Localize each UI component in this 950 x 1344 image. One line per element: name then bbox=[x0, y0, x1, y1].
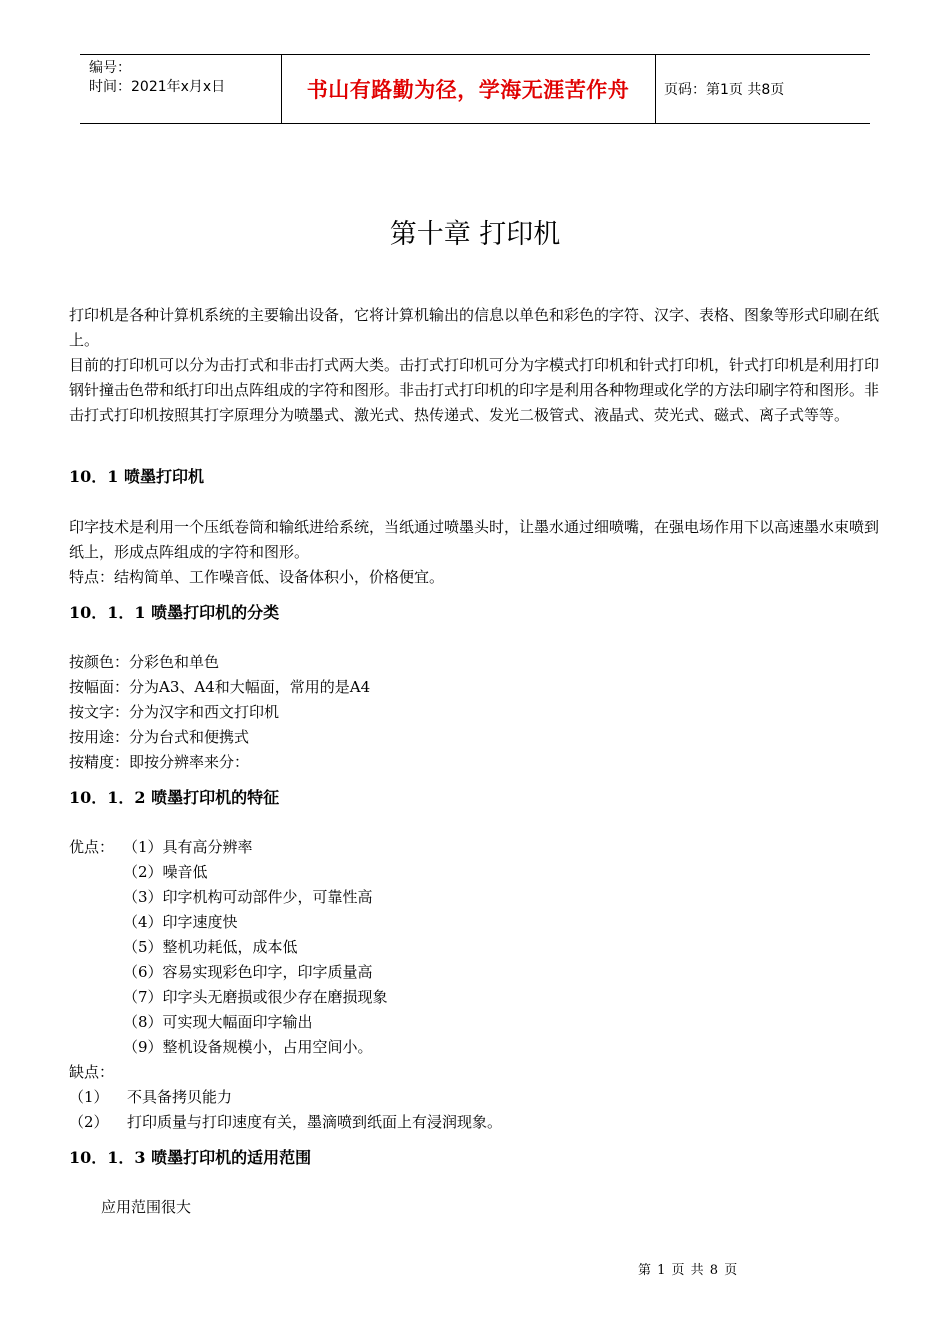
header-motto: 书山有路勤为径，学海无涯苦作舟 bbox=[306, 78, 630, 102]
intro-paragraph-1: 打印机是各种计算机系统的主要输出设备，它将计算机输出的信息以单色和彩色的字符、汉字、表格、图象等形式印刷在纸上。 bbox=[69, 306, 880, 349]
classification-item: 按幅面：分为A3、A4和大幅面，常用的是A4 bbox=[69, 678, 371, 696]
disadvantage-item: 不具备拷贝能力 bbox=[127, 1088, 233, 1106]
section-heading-10-1: 10．1 喷墨打印机 bbox=[69, 467, 204, 486]
advantage-item: （3）印字机构可动部件少，可靠性高 bbox=[123, 888, 373, 906]
section-10-1-paragraph: 印字技术是利用一个压纸卷筒和输纸进给系统，当纸通过喷墨头时，让墨水通过细喷嘴，在强电场作用下以高速墨水束喷到纸上，形成点阵组成的字符和图形。 bbox=[69, 518, 880, 561]
advantage-item: （6）容易实现彩色印字，印字质量高 bbox=[123, 963, 373, 981]
section-heading-10-1-2: 10．1．2 喷墨打印机的特征 bbox=[69, 788, 280, 807]
disadvantage-item: 打印质量与打印速度有关，墨滴喷到纸面上有浸润现象。 bbox=[127, 1113, 503, 1131]
chapter-title: 第十章 打印机 bbox=[389, 219, 561, 250]
header-time-label: 时间：2021年x月x日 bbox=[89, 79, 226, 95]
classification-item: 按精度：即按分辨率来分： bbox=[69, 753, 250, 771]
advantage-item: （1）具有高分辨率 bbox=[123, 838, 253, 856]
section-heading-10-1-3: 10．1．3 喷墨打印机的适用范围 bbox=[69, 1148, 312, 1167]
disadvantage-number: （2） bbox=[69, 1113, 109, 1131]
advantage-item: （8）可实现大幅面印字输出 bbox=[123, 1013, 313, 1031]
disadvantage-number: （1） bbox=[69, 1088, 109, 1106]
section-10-1-features: 特点：结构简单、工作噪音低、设备体积小，价格便宜。 bbox=[69, 568, 445, 586]
advantages-label: 优点： bbox=[69, 838, 115, 856]
advantage-item: （2）噪音低 bbox=[123, 863, 208, 881]
classification-item: 按文字：分为汉字和西文打印机 bbox=[69, 703, 280, 721]
advantage-item: （4）印字速度快 bbox=[123, 913, 238, 931]
header-divider bbox=[655, 55, 656, 123]
header-page-number: 页码：第1页 共8页 bbox=[664, 82, 785, 98]
advantage-item: （7）印字头无磨损或很少存在磨损现象 bbox=[123, 988, 388, 1006]
header-meta bbox=[89, 59, 279, 97]
disadvantages-label: 缺点： bbox=[69, 1063, 115, 1081]
header-number-label: 编号： bbox=[89, 60, 131, 76]
classification-item: 按用途：分为台式和便携式 bbox=[69, 728, 250, 746]
intro-paragraph-2: 目前的打印机可以分为击打式和非击打式两大类。击打式打印机可分为字模式打印机和针式打印机，针式打印机是利用打印钢针撞击色带和纸打印出点阵组成的字符和图形。非击打式打印机的印字是利用各种物理或化学的方法印刷字符和图形。非击打式打印机按照其打字原理分为喷墨式、激光式、热传递式、发光二极管式、液晶式、荧光式、磁式、离子式等等。 bbox=[69, 356, 880, 424]
advantage-item: （9）整机设备规模小，占用空间小。 bbox=[123, 1038, 373, 1056]
page-footer: 第 1 页 共 8 页 bbox=[638, 1263, 739, 1278]
document-header bbox=[80, 54, 870, 124]
advantage-item: （5）整机功耗低，成本低 bbox=[123, 938, 298, 956]
section-heading-10-1-1: 10．1．1 喷墨打印机的分类 bbox=[69, 603, 280, 622]
classification-item: 按颜色：分彩色和单色 bbox=[69, 653, 220, 671]
scope-text: 应用范围很大 bbox=[101, 1198, 192, 1216]
